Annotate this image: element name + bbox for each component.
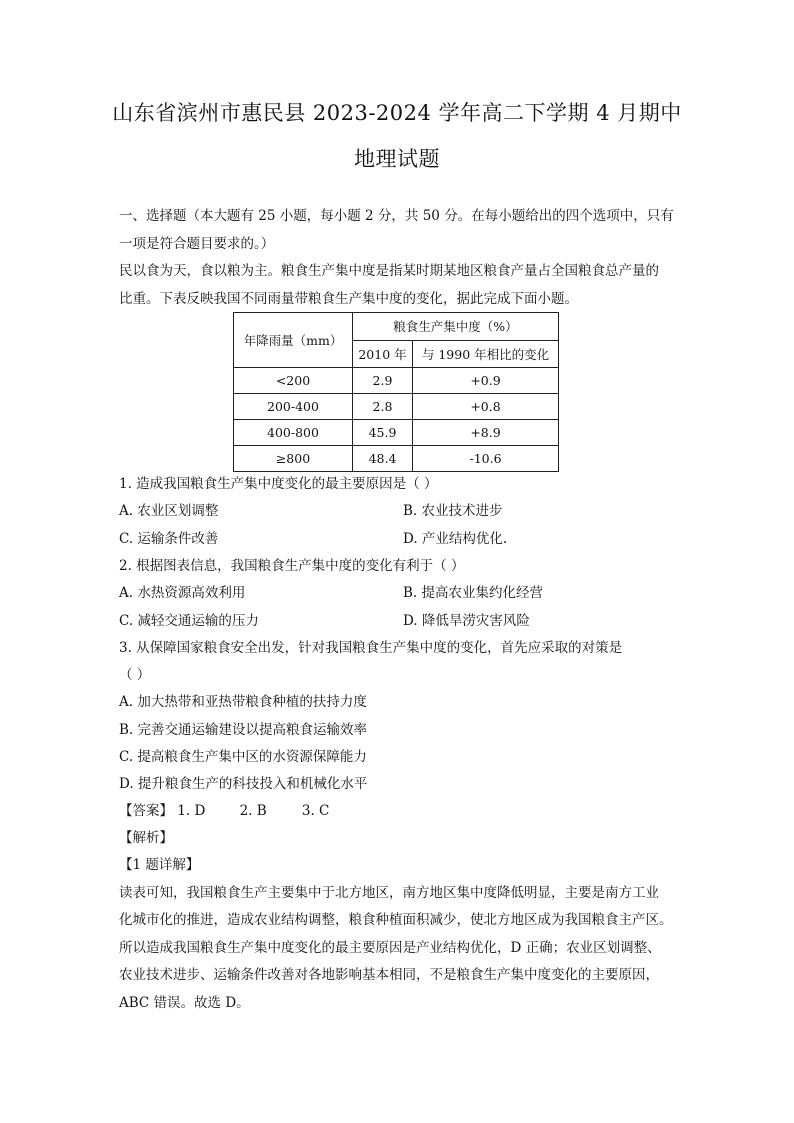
header-rainfall: 年降雨量（mm） xyxy=(234,313,353,368)
question-3-stem: 3. 从保障国家粮食安全出发，针对我国粮食生产集中度的变化，首先应采取的对策是 xyxy=(119,640,623,656)
cell-rain: ≥800 xyxy=(234,446,353,472)
question-2-stem: 2. 根据图表信息，我国粮食生产集中度的变化有利于（ ） xyxy=(119,558,465,574)
cell-2010: 48.4 xyxy=(353,446,413,472)
intro-line2: 比重。下表反映我国不同雨量带粮食生产集中度的变化，据此完成下面小题。 xyxy=(119,291,578,307)
cell-change: -10.6 xyxy=(413,446,559,472)
question-2-option-b: B. 提高农业集约化经营 xyxy=(403,585,544,601)
answer-label: 【答案】 xyxy=(119,803,173,819)
header-2010: 2010 年 xyxy=(353,340,413,368)
doc-title-line1: 山东省滨州市惠民县 2023-2024 学年高二下学期 4 月期中 xyxy=(112,101,682,125)
question-3-paren: （ ） xyxy=(119,667,151,683)
question-1-option-d: D. 产业结构优化. xyxy=(403,531,508,547)
doc-title-line2: 地理试题 xyxy=(354,147,440,171)
question-1-option-b: B. 农业技术进步 xyxy=(403,503,503,519)
analysis-paragraph-line3: 所以造成我国粮食生产集中度变化的最主要原因是产业结构优化，D 正确；农业区划调整、 xyxy=(119,940,661,956)
cell-rain: <200 xyxy=(234,368,353,394)
cell-2010: 2.8 xyxy=(353,394,413,420)
cell-2010: 2.9 xyxy=(353,368,413,394)
cell-change: +0.9 xyxy=(413,368,559,394)
question-3-option-d: D. 提升粮食生产的科技投入和机械化水平 xyxy=(119,776,368,792)
analysis-paragraph-line4: 农业技术进步、运输条件改善对各地影响基本相同，不是粮食生产集中度变化的主要原因， xyxy=(119,967,659,983)
cell-change: +8.9 xyxy=(413,420,559,446)
header-change: 与 1990 年相比的变化 xyxy=(413,340,559,368)
table-row xyxy=(234,394,559,420)
table-row xyxy=(234,446,559,472)
analysis-paragraph-line1: 读表可知，我国粮食生产主要集中于北方地区，南方地区集中度降低明显，主要是南方工业 xyxy=(119,885,659,901)
table-row xyxy=(234,368,559,394)
data-table xyxy=(233,312,559,472)
question-3-option-a: A. 加大热带和亚热带粮食种植的扶持力度 xyxy=(119,694,367,710)
analysis-paragraph-line2: 化城市化的推进，造成农业结构调整，粮食种植面积减少，使北方地区成为我国粮食主产区。 xyxy=(119,912,673,928)
answer-1: 1. D xyxy=(177,803,206,819)
section-heading-line2: 一项是符合题目要求的。） xyxy=(119,236,275,252)
table-row xyxy=(234,420,559,446)
question-1-option-c: C. 运输条件改善 xyxy=(119,531,219,547)
answer-2: 2. B xyxy=(239,803,267,819)
cell-change: +0.8 xyxy=(413,394,559,420)
cell-rain: 200-400 xyxy=(234,394,353,420)
section-heading-line1: 一、选择题（本大题有 25 小题，每小题 2 分，共 50 分。在每小题给出的四个选项中，只有 xyxy=(119,208,674,224)
question-3-option-c: C. 提高粮食生产集中区的水资源保障能力 xyxy=(119,749,367,765)
analysis-label: 【解析】 xyxy=(119,830,173,846)
answer-3: 3. C xyxy=(301,803,330,819)
question-2-option-d: D. 降低旱涝灾害风险 xyxy=(403,613,530,629)
cell-2010: 45.9 xyxy=(353,420,413,446)
cell-rain: 400-800 xyxy=(234,420,353,446)
question-1-stem: 1. 造成我国粮食生产集中度变化的最主要原因是（ ） xyxy=(119,476,438,492)
header-concentration: 粮食生产集中度（%） xyxy=(353,313,559,341)
question-2-option-a: A. 水热资源高效利用 xyxy=(119,585,246,601)
answer-line xyxy=(119,799,329,819)
analysis-detail-label: 【1 题详解】 xyxy=(119,857,200,873)
question-2-option-c: C. 减轻交通运输的压力 xyxy=(119,613,259,629)
question-1-option-a: A. 农业区划调整 xyxy=(119,503,219,519)
analysis-paragraph-line5: ABC 错误。故选 D。 xyxy=(119,995,250,1011)
intro-line1: 民以食为天，食以粮为主。粮食生产集中度是指某时期某地区粮食产量占全国粮食总产量的 xyxy=(119,263,659,279)
question-3-option-b: B. 完善交通运输建设以提高粮食运输效率 xyxy=(119,722,368,738)
